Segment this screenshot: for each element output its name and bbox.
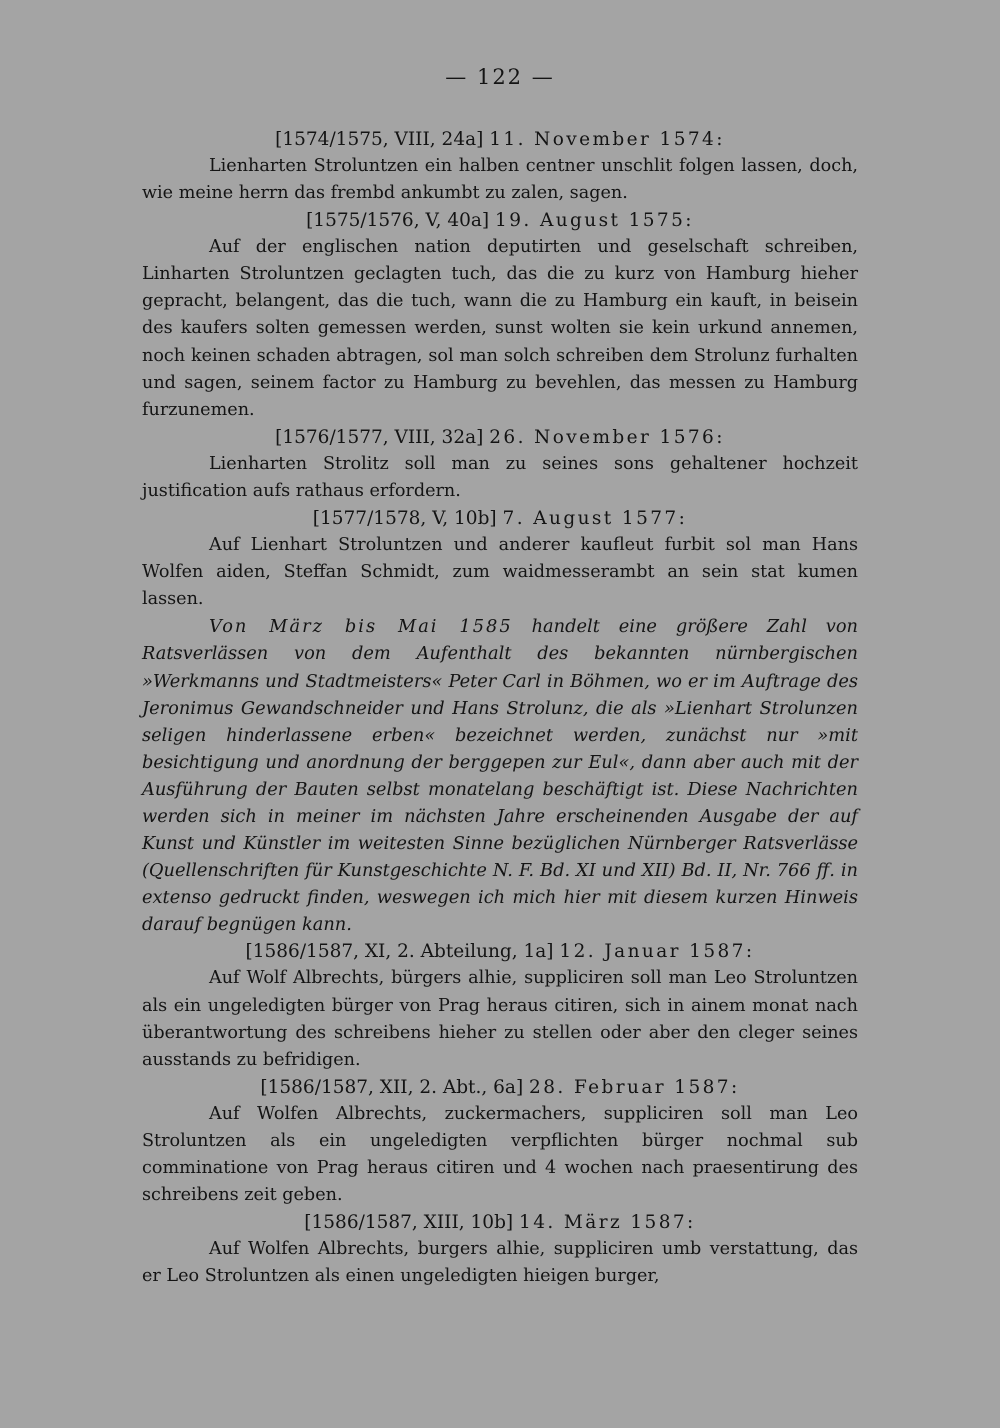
entry-reference: [1586/1587, XIII, 10b] <box>304 1212 514 1234</box>
entry-heading <box>142 126 858 153</box>
entry-date: 14. März 1587: <box>519 1212 696 1234</box>
entry-date: 12. Januar 1587: <box>559 941 755 963</box>
entry-reference: [1575/1576, V, 40a] <box>306 210 490 232</box>
entry-text: Auf Wolf Albrechts, bürgers alhie, suppliciren soll man Leo Stroluntzen als ein ungeledigten bürger von Prag heraus citiren, sich in ainem monat nach überantwortung des schreibens hieher zu stellen oder aber den cleger seines ausstands zu befridigen. <box>142 968 858 1070</box>
commentary-text: handelt eine größere Zahl von Ratsverlässen von dem Aufenthalt des bekannten nürnbergischen »Werkmanns und Stadtmeisters« Peter Carl in Böhmen, wo er im Auftrage des Jeronimus Gewandschneider und Hans Strolunz, die als »Lienhart Strolunzen seligen hinderlassene erben« bezeichnet werden, zunächst nur »mit besichtigung und anordnung der berggepen zur Eul«, dann aber auch mit der Ausführung der Bauten selbst monatelang beschäftigt ist. Diese Nachrichten werden sich in meiner im nächsten Jahre erscheinenden Ausgabe der auf Kunst und Künstler im weitesten Sinne bezüglichen Nürnberger Ratsverlässe (Quellenschriften für Kunstgeschichte N. F. Bd. XI und XII) Bd. II, Nr. 766 ff. in extenso gedruckt finden, weswegen ich mich hier mit diesem kurzen Hinweis darauf begnügen kann. <box>142 616 859 936</box>
entry-text: Auf der englischen nation deputirten und geselschaft schreiben, Linharten Stroluntzen geclagten tuch, das die zu kurz von Hamburg hieher gepracht, belangent, das die tuch, wann die zu Hamburg ein kauft, in beisein des kaufers solten gemessen werden, sunst wolten sie kein urkund annemen, noch keinen schaden abtragen, sol man solch schreiben dem Strolunz furhalten und sagen, seinem factor zu Hamburg zu bevehlen, das messen zu Hamburg furzunemen. <box>142 237 858 420</box>
entry-text: Auf Wolfen Albrechts, zuckermachers, suppliciren soll man Leo Stroluntzen als ein ungeledigten verpflichten bürger nochmal sub comminatione von Prag heraus citiren und 4 wochen nach praesentirung des schreibens zeit geben. <box>142 1103 858 1206</box>
entry-reference: [1586/1587, XI, 2. Abteilung, 1a] <box>245 941 554 963</box>
entry-date: 11. November 1574: <box>489 129 725 150</box>
entry-1587-maerz <box>142 1209 858 1290</box>
commentary-lead: Von März bis Mai 1585 <box>209 616 513 638</box>
entry-text: Lienharten Strolitz soll man zu seines sons gehaltener hochzeit justification aufs rathaus erfordern. <box>142 453 858 501</box>
entry-heading <box>142 505 858 532</box>
entry-1574 <box>142 126 858 207</box>
entry-heading <box>142 424 858 451</box>
entry-text: Auf Wolfen Albrechts, burgers alhie, suppliciren umb verstattung, das er Leo Stroluntzen als einen ungeledigten hieigen burger, <box>142 1239 858 1287</box>
entry-1577 <box>142 505 858 613</box>
entry-reference: [1577/1578, V, 10b] <box>312 508 497 530</box>
entry-heading <box>142 1209 858 1236</box>
entry-1576 <box>142 424 858 505</box>
entry-heading <box>142 1074 858 1101</box>
entry-text: Auf Lienhart Stroluntzen und anderer kaufleut furbit sol man Hans Wolfen aiden, Steffan Schmidt, zum waidmesserambt an sein stat kumen lassen. <box>142 535 858 610</box>
entry-date: 19. August 1575: <box>495 210 694 232</box>
entry-date: 26. November 1576: <box>489 426 725 448</box>
editorial-commentary <box>142 613 858 938</box>
entry-reference: [1574/1575, VIII, 24a] <box>275 129 484 150</box>
entry-heading <box>142 207 858 234</box>
entry-date: 28. Februar 1587: <box>529 1076 740 1098</box>
entry-text: Lienharten Stroluntzen ein halben centner unschlit folgen lassen, doch, wie meine herrn das frembd ankumbt zu zalen, sagen. <box>142 156 858 204</box>
entry-date: 7. August 1577: <box>502 508 688 530</box>
entry-reference: [1586/1587, XII, 2. Abt., 6a] <box>260 1076 524 1098</box>
entry-reference: [1576/1577, VIII, 32a] <box>275 426 484 448</box>
entry-1587-januar <box>142 938 858 1073</box>
entry-heading <box>142 938 858 965</box>
entry-1575 <box>142 207 858 424</box>
entry-1587-februar <box>142 1074 858 1209</box>
page-number: — 122 — <box>445 65 555 89</box>
